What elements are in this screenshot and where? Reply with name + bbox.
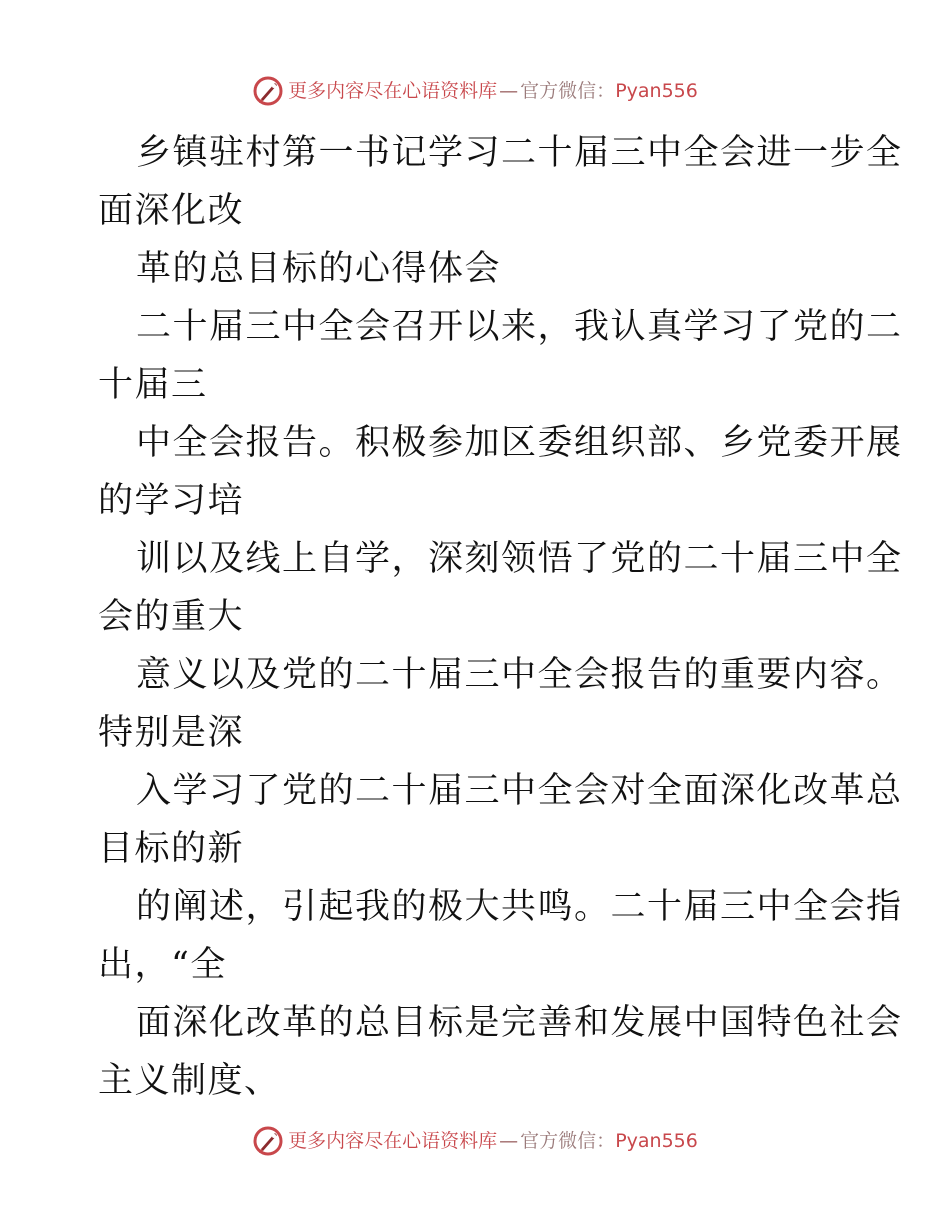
quill-pen-logo-icon	[252, 1125, 284, 1157]
text-line: 入学习了党的二十届三中全会对全面深化改革总	[136, 771, 903, 811]
banner-wechat-label: 官方微信：	[520, 79, 616, 102]
text-line: 的阐述，引起我的极大共鸣。二十届三中全会指	[136, 887, 903, 927]
banner-brand-text: 更多内容尽在心语资料库	[288, 1129, 498, 1152]
document-body	[98, 124, 903, 1110]
text-line: 会的重大	[98, 597, 245, 637]
text-line: 革的总目标的心得体会	[136, 249, 502, 289]
text-line: 出，“全	[98, 945, 227, 985]
banner-dash: —	[499, 1129, 519, 1152]
banner-account-id: Pyan556	[615, 79, 698, 102]
text-line: 面深化改革的总目标是完善和发展中国特色社会	[136, 1003, 903, 1043]
banner-account-id: Pyan556	[615, 1129, 698, 1152]
header-banner	[0, 71, 950, 111]
text-line: 意义以及党的二十届三中全会报告的重要内容。	[136, 655, 903, 695]
text-line: 中全会报告。积极参加区委组织部、乡党委开展	[136, 423, 903, 463]
banner-brand-text: 更多内容尽在心语资料库	[288, 79, 498, 102]
text-line: 特别是深	[98, 713, 245, 753]
text-line: 乡镇驻村第一书记学习二十届三中全会进一步全	[136, 133, 903, 173]
footer-banner	[0, 1121, 950, 1161]
text-line: 的学习培	[98, 481, 245, 521]
quill-pen-logo-icon	[252, 75, 284, 107]
text-line: 主义制度、	[98, 1061, 281, 1101]
banner-wechat-label: 官方微信：	[520, 1129, 616, 1152]
text-line: 面深化改	[98, 191, 245, 231]
text-line: 训以及线上自学，深刻领悟了党的二十届三中全	[136, 539, 903, 579]
text-line: 目标的新	[98, 829, 245, 869]
text-line: 十届三	[98, 365, 208, 405]
text-line: 二十届三中全会召开以来，我认真学习了党的二	[136, 307, 903, 347]
banner-dash: —	[499, 79, 519, 102]
